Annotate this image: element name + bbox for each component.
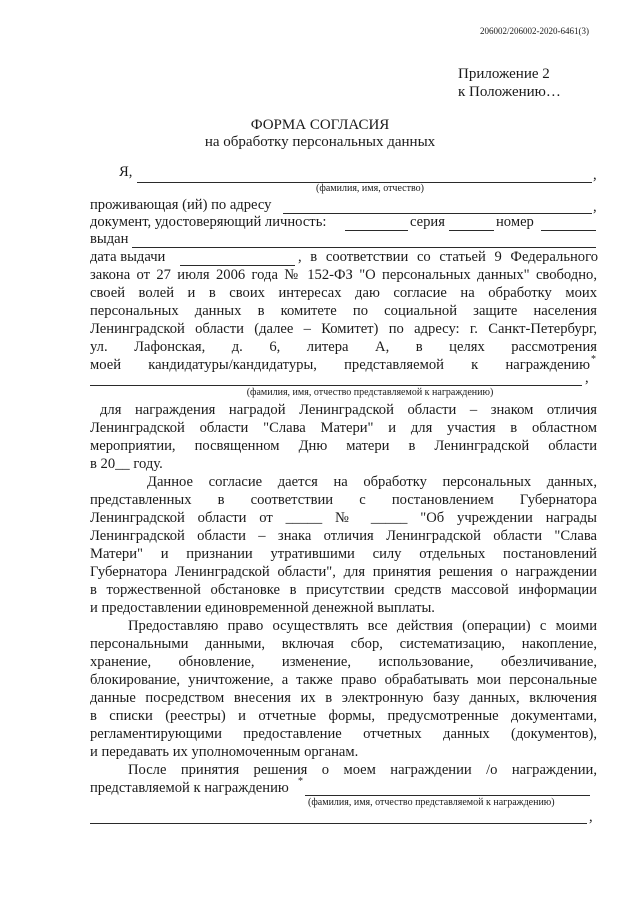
paragraph-1-line-4: персональных данных в комитете по социальной защите населения [90,303,597,319]
document-label: документ, удостоверяющий личность: [90,214,327,230]
paragraph-5-line-2: представляемой к награждению [90,780,289,796]
paragraph-1-line-6: ул. Лафонская, д. 6, литера А, в целях рассмотрения [90,339,597,355]
fio-hint: (фамилия, имя, отчество) [316,183,424,194]
paragraph-4-line-2: персональными данными, включая сбор, систематизацию, накопление, [90,636,597,652]
final-comma: , [589,809,593,825]
paragraph-3-line-2: представленных в соответствии с постановлением Губернатора [90,492,597,508]
appendix-line-2: к Положению… [458,84,561,100]
fio-comma: , [593,167,597,183]
paragraph-4-line-5: данные посредством внесения их в электронную базу данных, включения [90,690,597,706]
paragraph-3-line-6: Губернатора Ленинградской области", для принятия решения о награждении [90,564,597,580]
paragraph-2-line-2: Ленинградской области "Слава Матери" и для участия в областном [90,420,597,436]
nominee-comma: , [585,370,589,386]
paragraph-3-line-8: и предоставлении единовременной денежной выплаты. [90,600,435,616]
paragraph-1-line-7: моей кандидатуры/кандидатуры, представляемой к награждению [90,357,590,373]
appendix-line-1: Приложение 2 [458,66,550,82]
series-field-line[interactable] [449,230,494,231]
paragraph-2-line-3: мероприятии, посвященном Дню матери в Ленинградской области [90,438,597,454]
nominee-field-line-3[interactable] [90,823,587,824]
document-type-line[interactable] [345,230,408,231]
paragraph-3-line-4: Ленинградской области – знака отличия Ленинградской области "Слава [90,528,597,544]
asterisk-mark-2: * [298,776,303,787]
asterisk-mark-1: * [591,354,596,365]
paragraph-2-line-1: для награждения наградой Ленинградской области – знаком отличия [100,402,597,418]
paragraph-2-line-4: в 20__ году. [90,456,163,472]
form-subtitle: на обработку персональных данных [204,134,436,150]
paragraph-4-line-4: блокирование, уничтожение, а также право обрабатывать мои персональные [90,672,597,688]
issued-label: выдан [90,231,129,247]
paragraph-4-line-7: регламентирующими предоставление отчетных данных (документов), [90,726,597,742]
document-id: 206002/206002-2020-6461(3) [480,26,589,36]
paragraph-4-line-3: хранение, обновление, изменение, использование, обезличивание, [90,654,597,670]
paragraph-1-line-1: , в соответствии со статьей 9 Федерального [298,249,598,265]
nominee-field-line-2[interactable] [305,795,590,796]
address-label: проживающая (ий) по адресу [90,197,272,213]
paragraph-1-line-3: своей волей и в своих интересах даю согласие на обработку моих [90,285,597,301]
paragraph-3-line-1: Данное согласие дается на обработку персональных данных, [147,474,597,490]
issue-date-field-line[interactable] [180,265,295,266]
paragraph-1-line-5: Ленинградской области (далее – Комитет) по адресу: г. Санкт-Петербург, [90,321,597,337]
number-field-line[interactable] [541,230,596,231]
nominee-hint-1: (фамилия, имя, отчество представляемой к награждению) [246,387,494,398]
issue-date-label: дата выдачи [90,249,166,265]
paragraph-5-line-1: После принятия решения о моем награждении /о награждении, [128,762,597,778]
paragraph-4-line-1: Предоставляю право осуществлять все действия (операции) с моими [128,618,597,634]
i-prefix: Я, [119,164,133,180]
nominee-field-line-1[interactable] [90,385,582,386]
paragraph-1-line-2: закона от 27 июля 2006 года № 152-ФЗ "О персональных данных" свободно, [90,267,597,283]
series-label: серия [410,214,445,230]
paragraph-4-line-6: в списки (реестры) и отчетные формы, предусмотренные документами, [90,708,597,724]
paragraph-3-line-5: Матери" и признании утратившими силу отдельных постановлений [90,546,597,562]
paragraph-3-line-3: Ленинградской области от _____ № _____ "Об учреждении награды [90,510,597,526]
number-label: номер [496,214,534,230]
form-title: ФОРМА СОГЛАСИЯ [250,117,390,133]
address-comma: , [593,199,597,215]
paragraph-4-line-8: и передавать их уполномоченным органам. [90,744,359,760]
paragraph-3-line-7: в торжественной обстановке в присутствии средств массовой информации [90,582,597,598]
issued-field-line[interactable] [132,247,596,248]
nominee-hint-2: (фамилия, имя, отчество представляемой к награждению) [308,797,555,808]
